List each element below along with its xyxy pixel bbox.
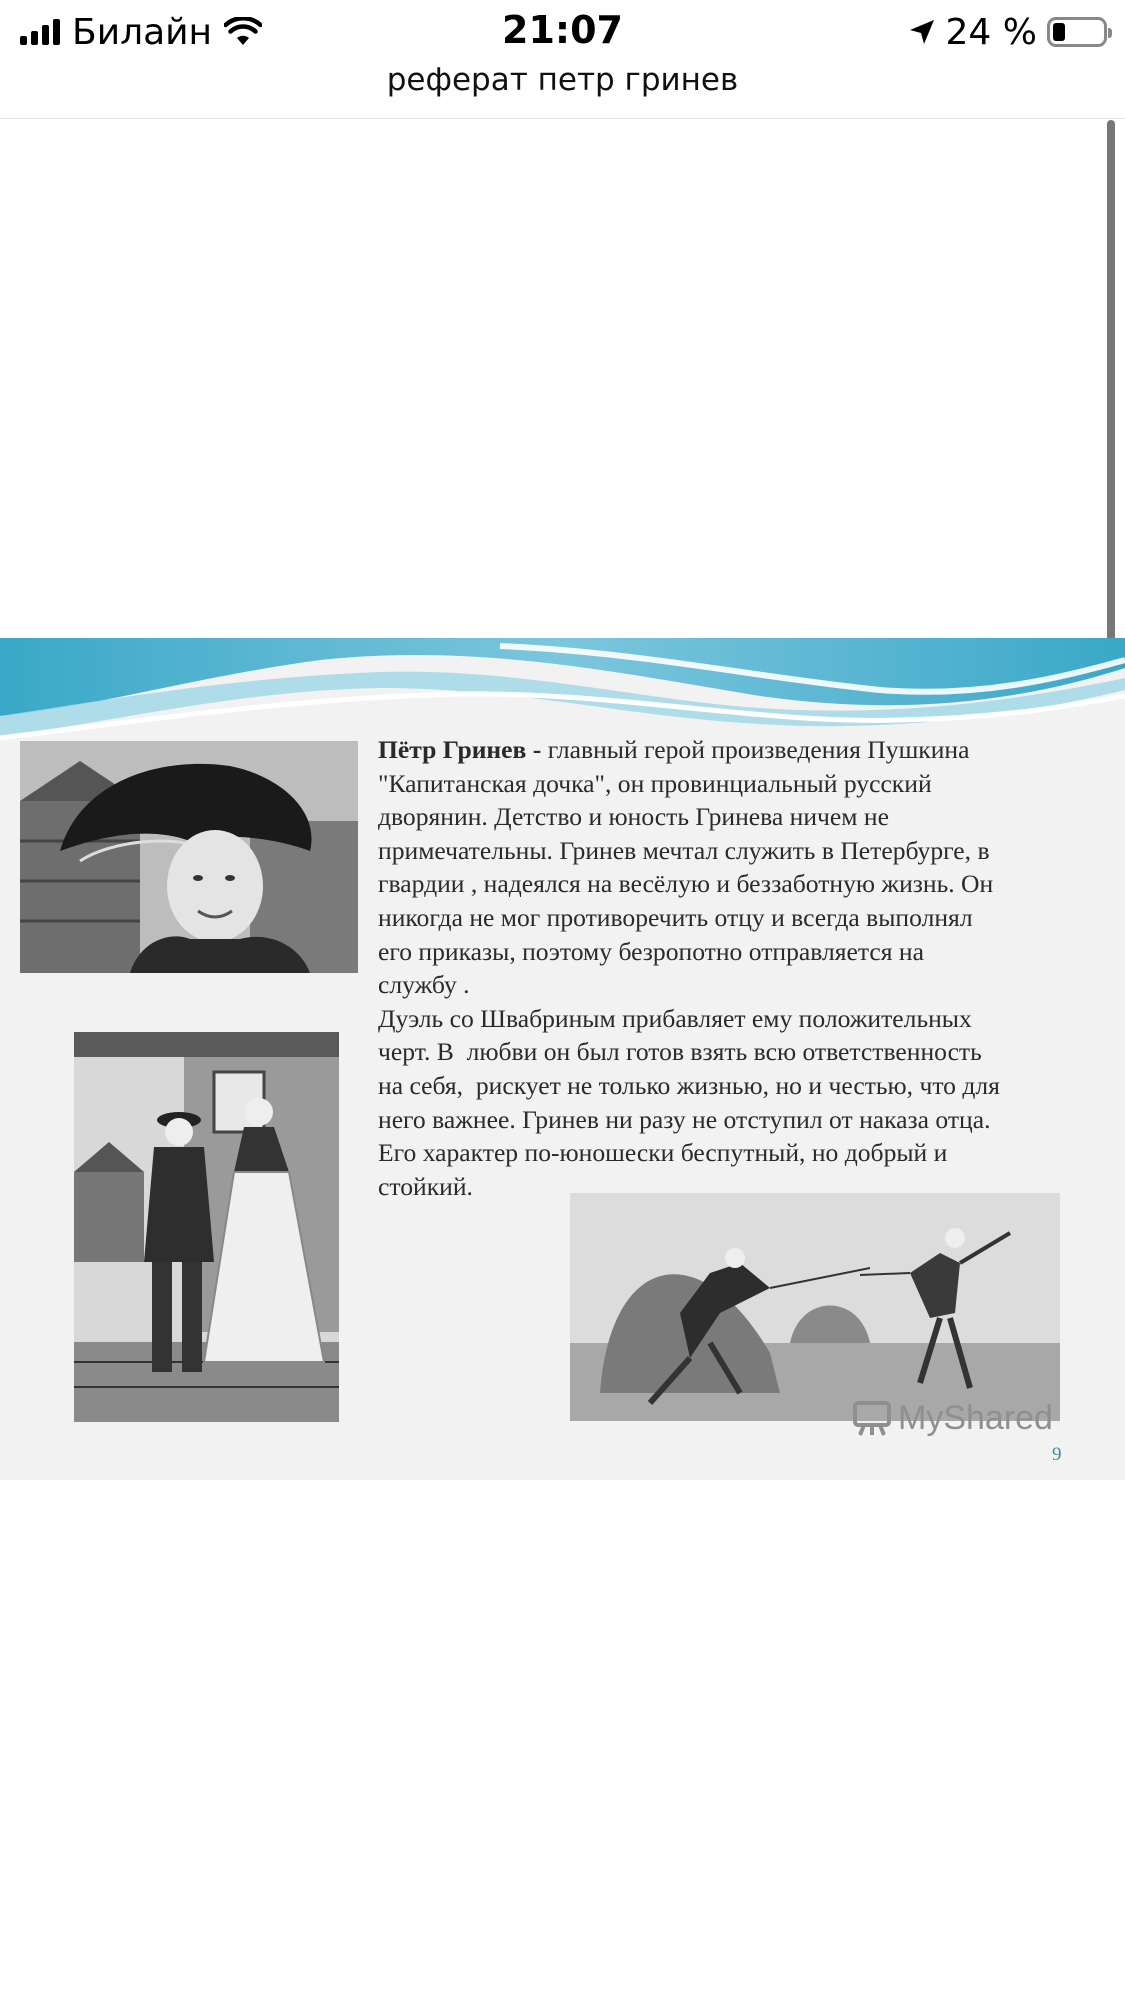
slide-line: примечательны. Гринев мечтал служить в Петербурге, в (378, 835, 990, 865)
photo-grinev-portrait (20, 741, 358, 973)
battery-level (1053, 23, 1065, 41)
slide-line: Его характер по-юношески беспутный, но добрый и (378, 1138, 948, 1168)
scrollbar[interactable] (1107, 120, 1115, 670)
photo-grinev-masha-illustration (74, 1032, 339, 1422)
header-divider (0, 118, 1125, 119)
slide-line: Дуэль со Швабриным прибавляет ему положительных (378, 1003, 972, 1033)
location-arrow-icon (908, 18, 936, 46)
battery-icon (1047, 17, 1107, 47)
battery-percent: 24 % (945, 11, 1037, 53)
slide-page-number: 9 (1052, 1444, 1062, 1465)
slide-line: главный герой произведения Пушкина (541, 735, 970, 764)
slide-line: службу . (378, 970, 470, 1000)
slide-line: никогда не мог противоречить отцу и всегда выполнял (378, 902, 973, 932)
carrier-label: Билайн (72, 11, 213, 53)
status-bar (0, 0, 1125, 62)
slide-line: на себя, рискует не только жизнью, но и честью, что для (378, 1070, 1000, 1100)
watermark-text: MyShared (898, 1398, 1053, 1437)
slide-line: гвардии , надеялся на весёлую и беззаботную жизнь. Он (378, 869, 994, 899)
slide-line: стойкий. (378, 1171, 473, 1201)
slide-heading: Пётр Гринев - (378, 735, 542, 764)
slide-line: него важнее. Гринев ни разу не отступил от наказа отца. (378, 1104, 991, 1134)
slide-line: "Капитанская дочка", он провинциальный русский (378, 768, 932, 798)
page-title: реферат петр гринев (386, 62, 739, 98)
photo-duel-illustration (570, 1193, 1060, 1421)
slide-text (378, 733, 1113, 1203)
myshared-watermark (852, 1398, 1053, 1438)
slide-image (0, 638, 1125, 1480)
slide-line: его приказы, поэтому безропотно отправляется на (378, 936, 924, 966)
slide-line: дворянин. Детство и юность Гринева ничем не (378, 802, 889, 832)
slide-line: черт. В любви он был готов взять всю ответственность (378, 1037, 982, 1067)
myshared-logo-icon (852, 1399, 892, 1437)
clock: 21:07 (502, 8, 623, 52)
status-right (908, 10, 1107, 54)
